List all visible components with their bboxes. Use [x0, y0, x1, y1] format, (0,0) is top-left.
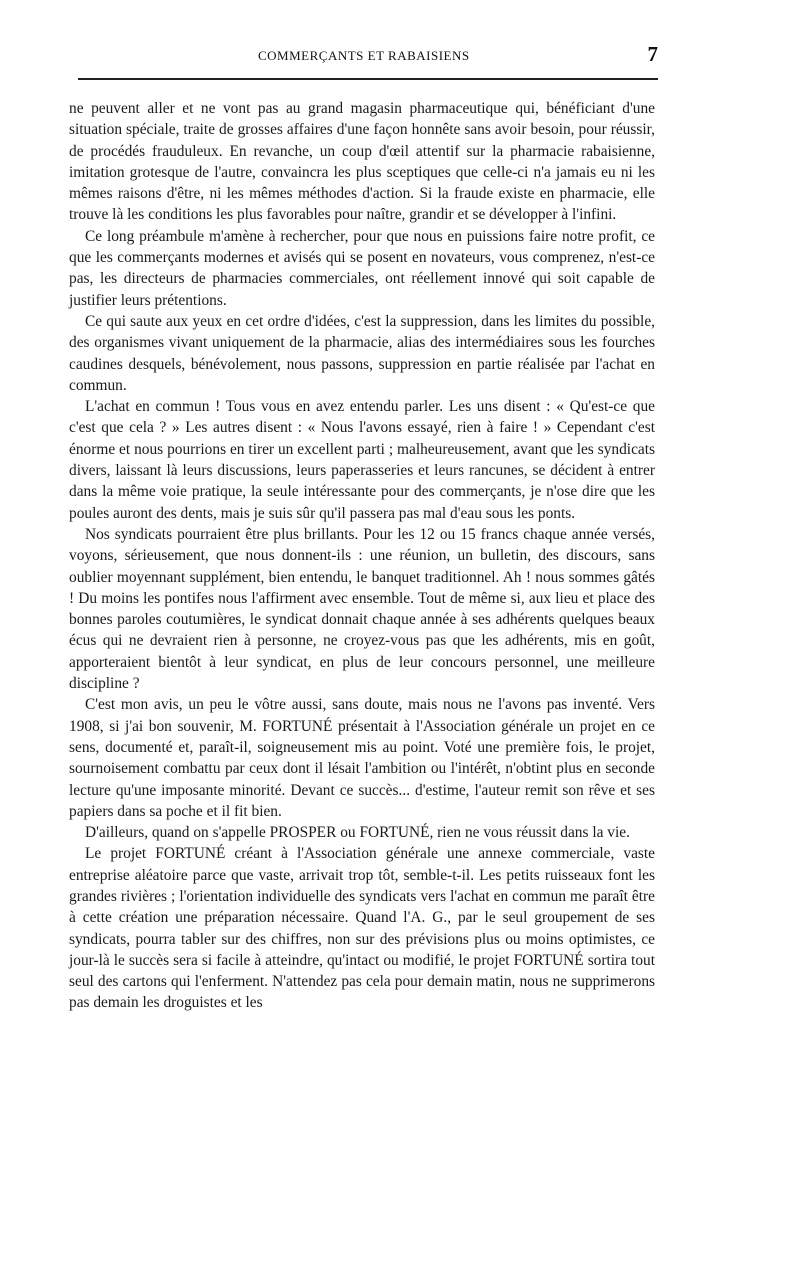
- header-rule: [78, 78, 658, 80]
- page-header: [78, 44, 658, 70]
- paragraph: Ce long préambule m'amène à rechercher, pour que nous en puissions faire notre profit, ce que les commerçants modernes et avisés qui se posent en novateurs, vous comprenez, n'est-ce pas, les directeurs de pharmacies commerciales, ont réellement innové qui soit capable de justifier leurs prétentions.: [69, 227, 655, 309]
- body-text: [69, 98, 655, 1014]
- paragraph: ne peuvent aller et ne vont pas au grand magasin pharmaceutique qui, bénéficiant d'une situation spéciale, traite de grosses affaires d'une façon honnête sans avoir besoin, pour réussir, de procédés frauduleux. En revanche, un coup d'œil attentif sur la pharmacie rabaisienne, imitation grotesque de l'autre, convaincra les plus sceptiques que celle-ci n'a jamais eu ni les mêmes raisons d'être, ni les mêmes méthodes d'action. Si la fraude existe en pharmacie, elle trouve là les conditions les plus favorables pour naître, grandir et se développer à l'infini.: [69, 100, 655, 224]
- running-title: COMMERÇANTS ET RABAISIENS: [258, 48, 470, 63]
- paragraph: D'ailleurs, quand on s'appelle PROSPER ou FORTUNÉ, rien ne vous réussit dans la vie.: [85, 824, 630, 842]
- paragraph: Ce qui saute aux yeux en cet ordre d'idées, c'est la suppression, dans les limites du possible, des organismes vivant uniquement de la pharmacie, alias des intermédiaires sous les fourches caudines desquels, bénévolement, nous passons, suppression en partie réalisée par l'achat en commun.: [69, 312, 655, 394]
- paragraph: L'achat en commun ! Tous vous en avez entendu parler. Les uns disent : « Qu'est-ce que c'est que cela ? » Les autres disent : « Nous l'avons essayé, rien à faire ! » Cependant c'est énorme et nous pourrions en tirer un excellent parti ; malheureusement, avant que les syndicats divers, laissant là leurs discussions, leurs paperasseries et leurs rancunes, se décident à entrer dans la même voie pratique, la seule intéressante pour des commerçants, je n'ose dire que les poules auront des dents, mais je suis sûr qu'il passera pas mal d'eau sous les ponts.: [69, 398, 655, 522]
- paragraph: C'est mon avis, un peu le vôtre aussi, sans doute, mais nous ne l'avons pas inventé. Vers 1908, si j'ai bon souvenir, M. FORTUNÉ présentait à l'Association générale un projet en ce sens, documenté et, paraît-il, soigneusement mis au point. Voté une première fois, le projet, sournoisement combattu par ceux dont il lésait l'ambition ou l'intérêt, n'obtint plus en seconde lecture qu'une imposante minorité. Devant ce succès... d'estime, l'auteur remit son rêve et ses papiers dans sa poche et il fit bien.: [69, 696, 655, 820]
- page-number: 7: [647, 42, 658, 66]
- paragraph: Nos syndicats pourraient être plus brillants. Pour les 12 ou 15 francs chaque année versés, voyons, sérieusement, que nous donnent-ils : une réunion, un bulletin, des discours, sans oublier moyennant supplément, bien entendu, le banquet traditionnel. Ah ! nous sommes gâtés ! Du moins les pontifes nous l'affirment avec ensemble. Tout de même si, aux lieu et place des bonnes paroles coutumières, le syndicat donnait chaque année à ses adhérents quelques beaux écus qui ne devraient rien à personne, ne croyez-vous pas que les adhérents, mis en goût, apporteraient bientôt à leur syndicat, en plus de leur concours personnel, une meilleure discipline ?: [69, 525, 655, 693]
- paragraph: Le projet FORTUNÉ créant à l'Association générale une annexe commerciale, vaste entreprise aléatoire parce que vaste, arrivait trop tôt, semble-t-il. Les petits ruisseaux font les grandes rivières ; l'orientation individuelle des syndicats vers l'achat en commun me paraît être à cette création une préparation nécessaire. Quand l'A. G., par le seul groupement de ses syndicats, pourra tabler sur des chiffres, non sur des prévisions plus ou moins optimistes, ce jour-là le succès sera si facile à atteindre, qu'intact ou modifié, le projet FORTUNÉ sortira tout seul des cartons qui l'enferment. N'attendez pas cela pour demain matin, nous ne supprimerons pas demain les droguistes et les: [69, 845, 655, 1012]
